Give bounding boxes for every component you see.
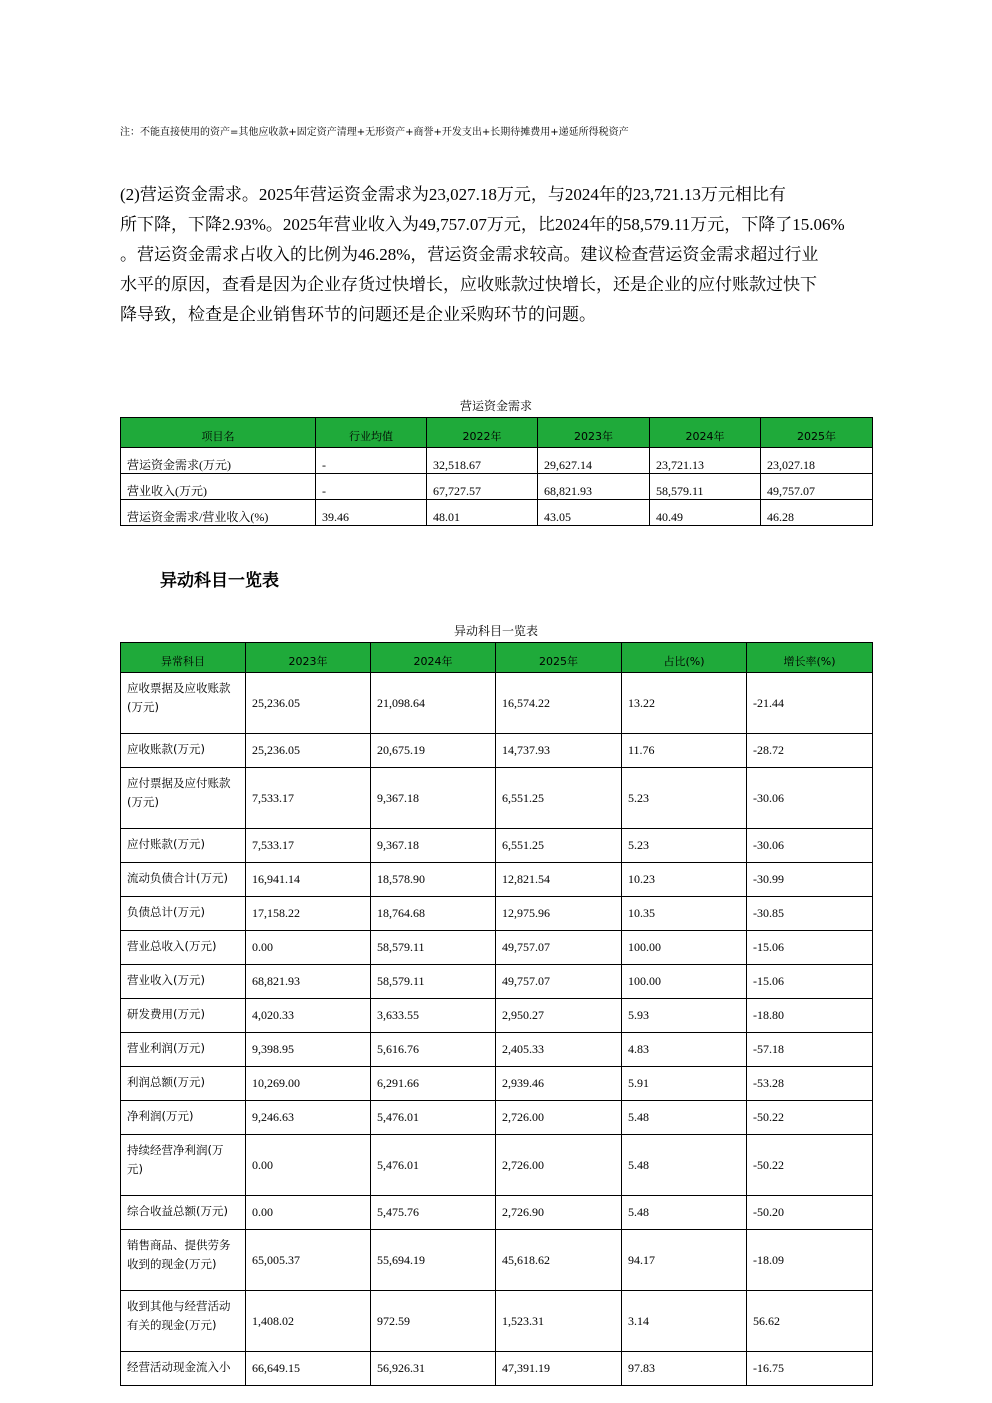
table-row [121, 965, 873, 999]
paragraph-line: 水平的原因，查看是因为企业存货过快增长，应收账款过快增长，还是企业的应付账款过快下 [120, 275, 817, 294]
row-label-cell: 应付账款(万元) [121, 829, 246, 863]
table-row [121, 931, 873, 965]
table-row [121, 1135, 873, 1196]
value-cell: 100.00 [622, 931, 747, 965]
value-cell: 2,726.00 [496, 1135, 622, 1196]
paragraph-line: 所下降，下降2.93%。2025年营业收入为49,757.07万元，比2024年的58,579.11万元，下降了15.06% [120, 215, 845, 234]
row-label-cell: 收到其他与经营活动有关的现金(万元) [121, 1291, 246, 1352]
value-cell: 21,098.64 [371, 673, 496, 734]
asset-note: 注：不能直接使用的资产=其他应收款+固定资产清理+无形资产+商誉+开发支出+长期待摊费用+递延所得税资产 [120, 127, 629, 138]
value-cell: 29,627.14 [538, 448, 650, 474]
value-cell: 972.59 [371, 1291, 496, 1352]
value-cell: 66,649.15 [246, 1352, 371, 1386]
value-cell: 65,005.37 [246, 1230, 371, 1291]
value-cell: 25,236.05 [246, 673, 371, 734]
column-header: 2025年 [496, 643, 622, 673]
value-cell: 6,551.25 [496, 829, 622, 863]
value-cell: 14,737.93 [496, 734, 622, 768]
section-heading: 异动科目一览表 [160, 571, 279, 591]
column-header: 项目名 [121, 418, 316, 448]
value-cell: 46.28 [761, 500, 873, 526]
table-row [121, 474, 873, 500]
value-cell: 45,618.62 [496, 1230, 622, 1291]
value-cell: 16,574.22 [496, 673, 622, 734]
value-cell: 1,408.02 [246, 1291, 371, 1352]
row-label-cell: 营运资金需求(万元) [121, 448, 316, 474]
value-cell: 68,821.93 [538, 474, 650, 500]
column-header: 2022年 [427, 418, 538, 448]
table-row [121, 1352, 873, 1386]
row-label-cell: 营运资金需求/营业收入(%) [121, 500, 316, 526]
value-cell: -30.99 [747, 863, 873, 897]
row-label-cell: 应付票据及应付账款(万元) [121, 768, 246, 829]
table-row [121, 1196, 873, 1230]
row-label-cell: 利润总额(万元) [121, 1067, 246, 1101]
paragraph-line: 。营运资金需求占收入的比例为46.28%，营运资金需求较高。建议检查营运资金需求超过行业 [120, 245, 819, 264]
working-capital-table [120, 417, 873, 526]
value-cell: 11.76 [622, 734, 747, 768]
table-row [121, 1291, 873, 1352]
row-label-cell: 研发费用(万元) [121, 999, 246, 1033]
value-cell: 16,941.14 [246, 863, 371, 897]
table-header-row [121, 418, 873, 448]
value-cell: 49,757.07 [496, 965, 622, 999]
value-cell: 6,291.66 [371, 1067, 496, 1101]
value-cell: 4.83 [622, 1033, 747, 1067]
value-cell: 5,616.76 [371, 1033, 496, 1067]
value-cell: 48.01 [427, 500, 538, 526]
value-cell: 39.46 [316, 500, 427, 526]
value-cell: 12,821.54 [496, 863, 622, 897]
value-cell: 5.48 [622, 1101, 747, 1135]
value-cell: 5.93 [622, 999, 747, 1033]
row-label-cell: 营业收入(万元) [121, 474, 316, 500]
value-cell: 10,269.00 [246, 1067, 371, 1101]
value-cell: 97.83 [622, 1352, 747, 1386]
value-cell: 4,020.33 [246, 999, 371, 1033]
column-header: 2023年 [538, 418, 650, 448]
table-row [121, 448, 873, 474]
value-cell: 12,975.96 [496, 897, 622, 931]
value-cell: 9,398.95 [246, 1033, 371, 1067]
table-row [121, 734, 873, 768]
value-cell: 2,939.46 [496, 1067, 622, 1101]
value-cell: 6,551.25 [496, 768, 622, 829]
value-cell: 40.49 [650, 500, 761, 526]
value-cell: 5,476.01 [371, 1135, 496, 1196]
value-cell: 100.00 [622, 965, 747, 999]
table-row [121, 1230, 873, 1291]
value-cell: -30.06 [747, 829, 873, 863]
value-cell: -30.06 [747, 768, 873, 829]
value-cell: 10.35 [622, 897, 747, 931]
value-cell: -30.85 [747, 897, 873, 931]
column-header: 增长率(%) [747, 643, 873, 673]
column-header: 2025年 [761, 418, 873, 448]
value-cell: 10.23 [622, 863, 747, 897]
column-header: 异常科目 [121, 643, 246, 673]
table-header-row [121, 643, 873, 673]
value-cell: 0.00 [246, 1135, 371, 1196]
value-cell: 68,821.93 [246, 965, 371, 999]
table-row [121, 1033, 873, 1067]
value-cell: 25,236.05 [246, 734, 371, 768]
value-cell: 49,757.07 [761, 474, 873, 500]
table-row [121, 500, 873, 526]
value-cell: 0.00 [246, 1196, 371, 1230]
value-cell: 56,926.31 [371, 1352, 496, 1386]
value-cell: 2,726.90 [496, 1196, 622, 1230]
value-cell: 18,578.90 [371, 863, 496, 897]
value-cell: 1,523.31 [496, 1291, 622, 1352]
value-cell: 67,727.57 [427, 474, 538, 500]
value-cell: 5,475.76 [371, 1196, 496, 1230]
table-row [121, 829, 873, 863]
row-label-cell: 销售商品、提供劳务收到的现金(万元) [121, 1230, 246, 1291]
value-cell: 32,518.67 [427, 448, 538, 474]
working-capital-paragraph [120, 180, 872, 330]
value-cell: 2,726.00 [496, 1101, 622, 1135]
value-cell: - [316, 474, 427, 500]
row-label-cell: 应收票据及应收账款(万元) [121, 673, 246, 734]
value-cell: -28.72 [747, 734, 873, 768]
value-cell: 9,246.63 [246, 1101, 371, 1135]
table-row [121, 1101, 873, 1135]
value-cell: 5.91 [622, 1067, 747, 1101]
value-cell: 5,476.01 [371, 1101, 496, 1135]
table-row [121, 897, 873, 931]
value-cell: -15.06 [747, 965, 873, 999]
value-cell: 5.23 [622, 829, 747, 863]
row-label-cell: 综合收益总额(万元) [121, 1196, 246, 1230]
value-cell: 5.23 [622, 768, 747, 829]
value-cell: -18.80 [747, 999, 873, 1033]
row-label-cell: 营业利润(万元) [121, 1033, 246, 1067]
row-label-cell: 营业收入(万元) [121, 965, 246, 999]
value-cell: 9,367.18 [371, 829, 496, 863]
paragraph-line: 降导致，检查是企业销售环节的问题还是企业采购环节的问题。 [120, 305, 596, 324]
value-cell: 20,675.19 [371, 734, 496, 768]
value-cell: - [316, 448, 427, 474]
column-header: 行业均值 [316, 418, 427, 448]
value-cell: 2,950.27 [496, 999, 622, 1033]
value-cell: -50.20 [747, 1196, 873, 1230]
table-row [121, 863, 873, 897]
table-row [121, 768, 873, 829]
column-header: 2023年 [246, 643, 371, 673]
value-cell: 9,367.18 [371, 768, 496, 829]
value-cell: -57.18 [747, 1033, 873, 1067]
value-cell: 5.48 [622, 1196, 747, 1230]
value-cell: 7,533.17 [246, 829, 371, 863]
value-cell: -16.75 [747, 1352, 873, 1386]
table-row [121, 1067, 873, 1101]
row-label-cell: 持续经营净利润(万元) [121, 1135, 246, 1196]
value-cell: 17,158.22 [246, 897, 371, 931]
row-label-cell: 营业总收入(万元) [121, 931, 246, 965]
value-cell: 58,579.11 [371, 931, 496, 965]
value-cell: 2,405.33 [496, 1033, 622, 1067]
value-cell: 47,391.19 [496, 1352, 622, 1386]
table2-caption: 异动科目一览表 [453, 624, 538, 638]
value-cell: 23,721.13 [650, 448, 761, 474]
row-label-cell: 净利润(万元) [121, 1101, 246, 1135]
value-cell: 5.48 [622, 1135, 747, 1196]
value-cell: 23,027.18 [761, 448, 873, 474]
table-row [121, 673, 873, 734]
value-cell: 58,579.11 [650, 474, 761, 500]
row-label-cell: 流动负债合计(万元) [121, 863, 246, 897]
value-cell: 3.14 [622, 1291, 747, 1352]
value-cell: 58,579.11 [371, 965, 496, 999]
row-label-cell: 应收账款(万元) [121, 734, 246, 768]
paragraph-line: (2)营运资金需求。2025年营运资金需求为23,027.18万元，与2024年的23,721.13万元相比有 [120, 185, 786, 204]
table-row [121, 999, 873, 1033]
column-header: 占比(%) [622, 643, 747, 673]
value-cell: 0.00 [246, 931, 371, 965]
value-cell: 56.62 [747, 1291, 873, 1352]
value-cell: 7,533.17 [246, 768, 371, 829]
column-header: 2024年 [371, 643, 496, 673]
row-label-cell: 负债总计(万元) [121, 897, 246, 931]
value-cell: -18.09 [747, 1230, 873, 1291]
value-cell: 13.22 [622, 673, 747, 734]
abnormal-items-table [120, 642, 873, 1386]
value-cell: 3,633.55 [371, 999, 496, 1033]
value-cell: -21.44 [747, 673, 873, 734]
value-cell: -15.06 [747, 931, 873, 965]
value-cell: 94.17 [622, 1230, 747, 1291]
value-cell: 43.05 [538, 500, 650, 526]
value-cell: 49,757.07 [496, 931, 622, 965]
value-cell: -50.22 [747, 1135, 873, 1196]
value-cell: 55,694.19 [371, 1230, 496, 1291]
row-label-cell: 经营活动现金流入小 [121, 1352, 246, 1386]
value-cell: -53.28 [747, 1067, 873, 1101]
value-cell: 18,764.68 [371, 897, 496, 931]
column-header: 2024年 [650, 418, 761, 448]
value-cell: -50.22 [747, 1101, 873, 1135]
table1-caption: 营运资金需求 [459, 399, 532, 413]
